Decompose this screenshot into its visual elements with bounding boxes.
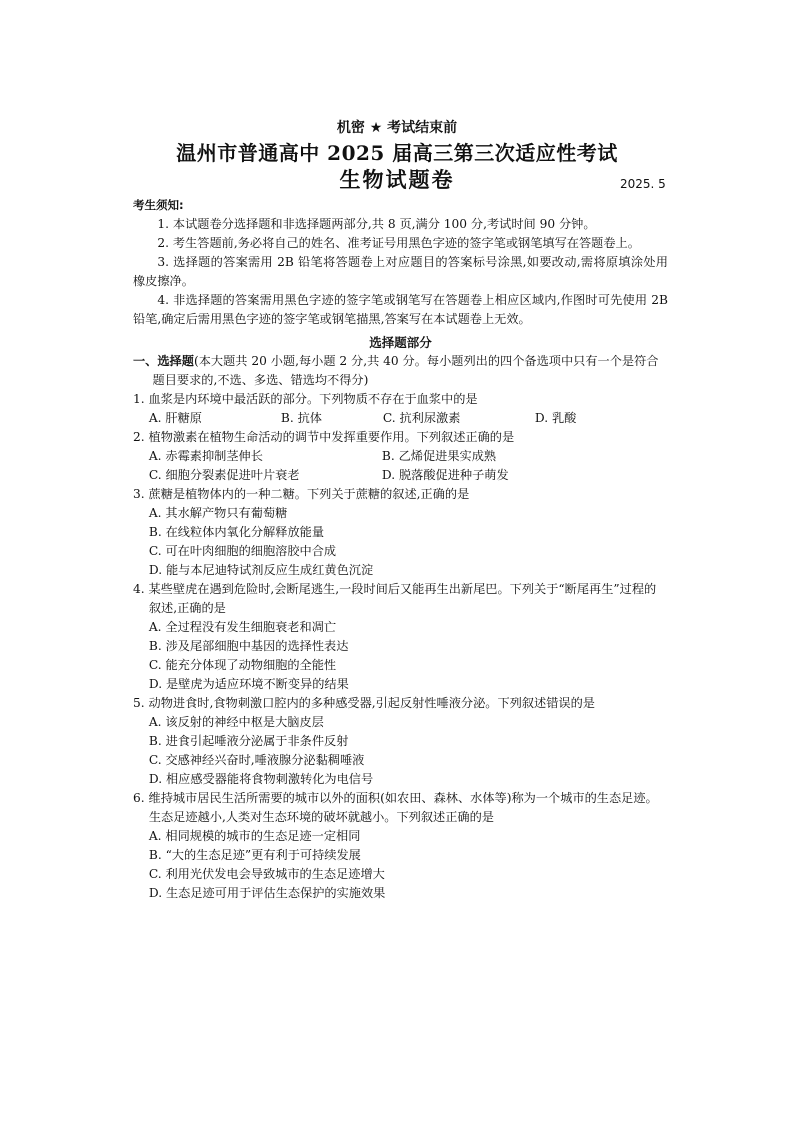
option-a: A. 其水解产物只有葡萄糖 <box>148 506 288 520</box>
option-c: C. 抗利尿激素 <box>382 411 461 425</box>
part-description: (本大题共 20 小题,每小题 2 分,共 40 分。每小题列出的四个备选项中只有一个是符合题目要求的,不选、多选、错选均不得分) <box>152 354 659 387</box>
option-c: C. 交感神经兴奋时,唾液腺分泌黏稠唾液 <box>148 753 365 767</box>
option-d: D. 能与本尼迪特试剂反应生成红黄色沉淀 <box>148 563 374 577</box>
option-b: B. 在线粒体内氧化分解释放能量 <box>148 525 325 539</box>
notice-item: 3. 选择题的答案需用 2B 铅笔将答题卷上对应题目的答案标号涂黑,如要改动,需将原填涂处用橡皮擦净。 <box>133 255 668 288</box>
option-c: C. 能充分体现了动物细胞的全能性 <box>148 658 337 672</box>
question-stem: 2. 植物激素在植物生命活动的调节中发挥重要作用。下列叙述正确的是 <box>133 430 515 444</box>
option-a: A. 肝糖原 <box>148 411 202 425</box>
option-row <box>133 447 668 466</box>
question-6 <box>133 789 668 903</box>
part-label: 一、选择题 <box>133 354 194 368</box>
part-heading <box>133 352 668 390</box>
option-d: D. 是壁虎为适应环境不断变异的结果 <box>148 677 349 691</box>
option-b: B. 涉及尾部细胞中基因的选择性表达 <box>148 639 349 653</box>
question-stem: 4. 某些壁虎在遇到危险时,会断尾逃生,一段时间后又能再生出新尾巴。下列关于“断尾再生”过程的叙述,正确的是 <box>133 582 657 615</box>
section-title: 选择题部分 <box>369 335 432 350</box>
option-a: A. 全过程没有发生细胞衰老和凋亡 <box>148 620 337 634</box>
question-2 <box>133 428 668 485</box>
notice-heading: 考生须知: <box>133 198 184 212</box>
option-a: A. 相同规模的城市的生态足迹一定相同 <box>148 829 361 843</box>
exam-title: 温州市普通高中 2025 届高三第三次适应性考试 <box>176 141 618 165</box>
option-c: C. 可在叶肉细胞的细胞溶胶中合成 <box>148 544 337 558</box>
document-body <box>133 196 668 903</box>
notice-item: 4. 非选择题的答案需用黑色字迹的签字笔或钢笔写在答题卷上相应区域内,作图时可先使用 2B 铅笔,确定后需用黑色字迹的签字笔或钢笔描黑,答案写在本试题卷上无效。 <box>133 293 668 326</box>
option-b: B. 抗体 <box>280 411 322 425</box>
option-d: D. 乳酸 <box>534 411 577 425</box>
option-c: C. 细胞分裂素促进叶片衰老 <box>148 468 300 482</box>
option-row <box>133 466 668 485</box>
option-row <box>133 409 668 428</box>
paper-title: 生物试题卷 <box>339 168 455 192</box>
option-b: B. 进食引起唾液分泌属于非条件反射 <box>148 734 349 748</box>
option-a: A. 赤霉素抑制茎伸长 <box>148 449 263 463</box>
confidential-notice: 机密 ★ 考试结束前 <box>336 120 458 136</box>
question-stem: 5. 动物进食时,食物刺激口腔内的多种感受器,引起反射性唾液分泌。下列叙述错误的是 <box>133 696 595 710</box>
question-5 <box>133 694 668 789</box>
question-1 <box>133 390 668 428</box>
option-d: D. 相应感受器能将食物刺激转化为电信号 <box>148 772 374 786</box>
question-stem: 1. 血浆是内环境中最活跃的部分。下列物质不存在于血浆中的是 <box>133 392 478 406</box>
option-c: C. 利用光伏发电会导致城市的生态足迹增大 <box>148 867 385 881</box>
question-4 <box>133 580 668 694</box>
notice-item: 1. 本试题卷分选择题和非选择题两部分,共 8 页,满分 100 分,考试时间 90 分钟。 <box>157 217 596 231</box>
option-d: D. 生态足迹可用于评估生态保护的实施效果 <box>148 886 386 900</box>
option-b: B. 乙烯促进果实成熟 <box>381 449 497 463</box>
question-3 <box>133 485 668 580</box>
question-stem: 3. 蔗糖是植物体内的一种二糖。下列关于蔗糖的叙述,正确的是 <box>133 487 470 501</box>
notice-item: 2. 考生答题前,务必将自己的姓名、准考证号用黑色字迹的签字笔或钢笔填写在答题卷上。 <box>157 236 640 250</box>
exam-date: 2025. 5 <box>620 177 666 191</box>
option-b: B. “大的生态足迹”更有利于可持续发展 <box>148 848 361 862</box>
question-stem: 6. 维持城市居民生活所需要的城市以外的面积(如农田、森林、水体等)称为一个城市的生态足迹。生态足迹越小,人类对生态环境的破坏就越小。下列叙述正确的是 <box>133 791 658 824</box>
option-d: D. 脱落酸促进种子萌发 <box>381 468 509 482</box>
option-a: A. 该反射的神经中枢是大脑皮层 <box>148 715 324 729</box>
